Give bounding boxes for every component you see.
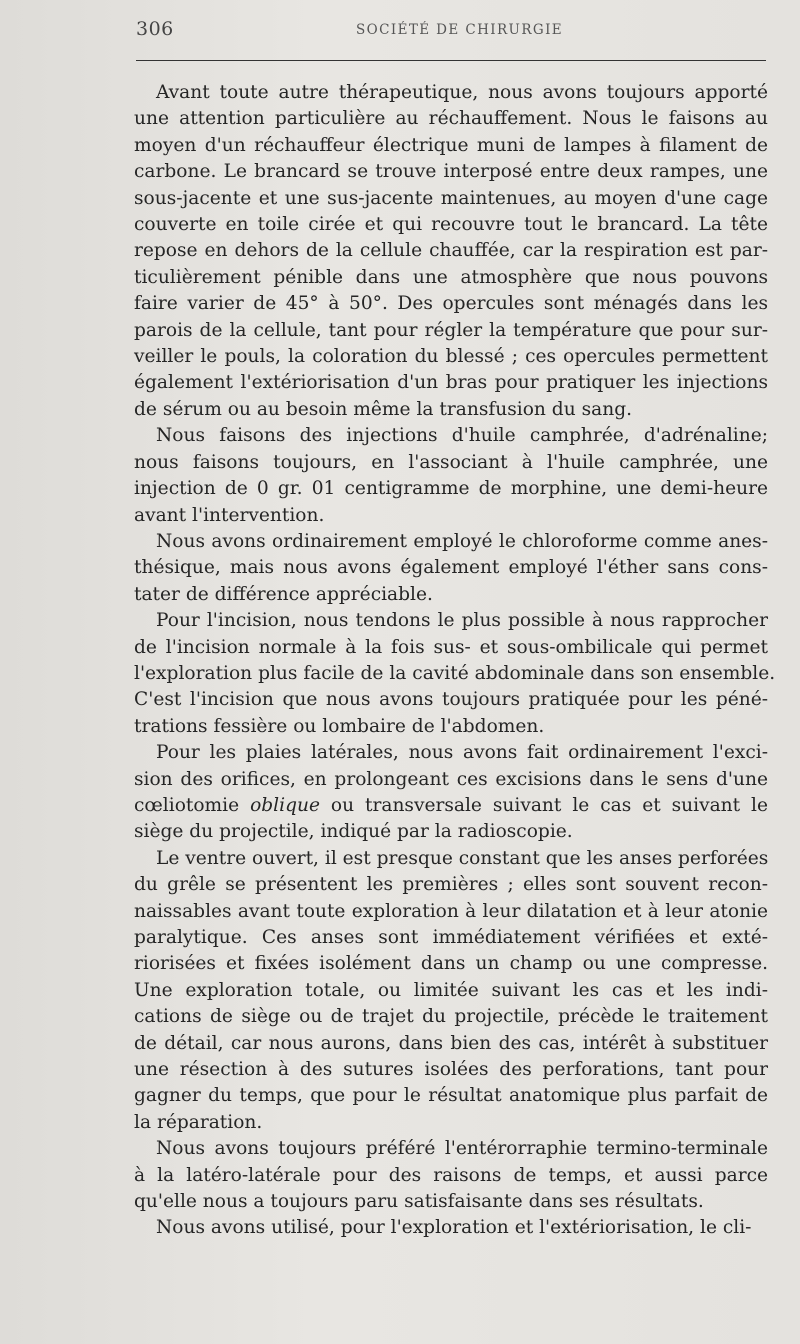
text-line: C'est l'incision que nous avons toujours pratiquée pour les péné-: [134, 689, 768, 711]
text-line: siège du projectile, indiqué par la radioscopie.: [134, 821, 573, 843]
text-line: naissables avant toute exploration à leur dilatation et à leur atonie: [134, 900, 768, 922]
text-line: sion des orifices, en prolongeant ces excisions dans le sens d'une: [134, 768, 768, 790]
body-text: [134, 80, 776, 1242]
page-number: 306: [136, 18, 174, 40]
text-line: à la latéro-latérale pour des raisons de temps, et aussi parce: [134, 1164, 768, 1186]
paragraph: [134, 80, 768, 423]
paragraph: [134, 1136, 768, 1215]
text-line: trations fessière ou lombaire de l'abdomen.: [134, 715, 545, 737]
text-line: Une exploration totale, ou limitée suivant les cas et les indi-: [134, 979, 768, 1001]
paragraph: [134, 423, 768, 529]
paragraph: [134, 529, 768, 608]
text-line: sous-jacente et une sus-jacente maintenues, au moyen d'une cage: [134, 187, 768, 209]
text-line: du grêle se présentent les premières ; elles sont souvent recon-: [134, 874, 768, 896]
text-line: cœliotomie oblique ou transversale suivant le cas et suivant le: [134, 794, 768, 816]
text-line: repose en dehors de la cellule chauffée, car la respiration est par-: [134, 240, 768, 262]
text-line: de détail, car nous aurons, dans bien des cas, intérêt à substituer: [134, 1032, 768, 1054]
text-line: avant l'intervention.: [134, 504, 325, 526]
text-line: une résection à des sutures isolées des perforations, tant pour: [134, 1059, 768, 1081]
text-line: Nous avons ordinairement employé le chloroforme comme anes-: [156, 530, 768, 552]
text-line: l'exploration plus facile de la cavité abdominale dans son ensemble.: [134, 662, 776, 684]
paragraph: [134, 846, 768, 1136]
text-line: Nous avons toujours préféré l'entérorraphie termino-terminale: [156, 1138, 768, 1160]
text-line: une attention particulière au réchauffement. Nous le faisons au: [134, 108, 768, 130]
text-line: Pour les plaies latérales, nous avons fait ordinairement l'exci-: [156, 742, 768, 764]
text-line: la réparation.: [134, 1111, 263, 1133]
text-line: carbone. Le brancard se trouve interposé entre deux rampes, une: [134, 161, 768, 183]
text-line: qu'elle nous a toujours paru satisfaisante dans ses résultats.: [134, 1191, 704, 1213]
text-line: parois de la cellule, tant pour régler la température que pour sur-: [134, 319, 768, 341]
text-line: riorisées et fixées isolément dans un champ ou une compresse.: [134, 953, 768, 975]
text-line: nous faisons toujours, en l'associant à l'huile camphrée, une: [134, 451, 768, 473]
text-line: veiller le pouls, la coloration du blessé ; ces opercules permettent: [134, 346, 768, 368]
running-head: SOCIÉTÉ DE CHIRURGIE: [356, 22, 564, 38]
text-line: Nous faisons des injections d'huile camphrée, d'adrénaline;: [156, 425, 768, 447]
paragraph: [134, 1215, 768, 1241]
paragraph: [134, 608, 776, 740]
text-line: cations de siège ou de trajet du projectile, précède le traitement: [134, 1006, 768, 1028]
text-line: ticulièrement pénible dans une atmosphère que nous pouvons: [134, 266, 768, 288]
text-line: Avant toute autre thérapeutique, nous avons toujours apporté: [156, 82, 768, 103]
text-line: Pour l'incision, nous tendons le plus possible à nous rapprocher: [156, 610, 768, 632]
text-line: gagner du temps, que pour le résultat anatomique plus parfait de: [134, 1085, 768, 1107]
text-line: moyen d'un réchauffeur électrique muni de lampes à filament de: [134, 134, 768, 156]
header-rule: [136, 60, 766, 61]
text-line: également l'extériorisation d'un bras pour pratiquer les injections: [134, 372, 768, 394]
text-line: tater de différence appréciable.: [134, 583, 433, 605]
text-line: couverte en toile cirée et qui recouvre tout le brancard. La tête: [134, 214, 768, 236]
page-header: [136, 18, 766, 46]
text-line: faire varier de 45° à 50°. Des opercules sont ménagés dans les: [134, 293, 768, 315]
paragraph: [134, 740, 768, 846]
text-line: de sérum ou au besoin même la transfusion du sang.: [134, 398, 633, 420]
text-line: de l'incision normale à la fois sus- et sous-ombilicale qui permet: [134, 636, 768, 658]
text-line: thésique, mais nous avons également employé l'éther sans cons-: [134, 557, 768, 579]
text-line: paralytique. Ces anses sont immédiatement vérifiées et exté-: [134, 927, 768, 948]
text-line: injection de 0 gr. 01 centigramme de morphine, une demi-heure: [134, 478, 768, 500]
text-line: Le ventre ouvert, il est presque constant que les anses perforées: [156, 847, 769, 869]
text-line: Nous avons utilisé, pour l'exploration et l'extériorisation, le cli-: [156, 1217, 752, 1239]
